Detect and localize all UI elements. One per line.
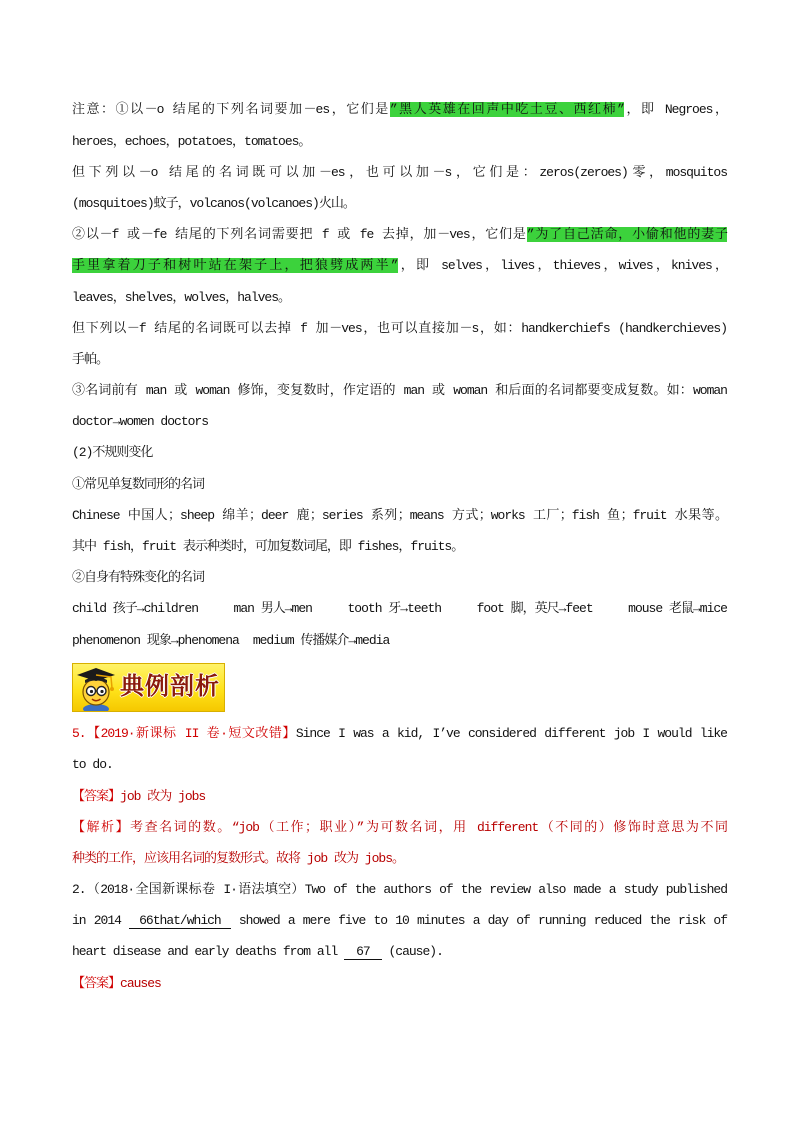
question-text: Two of the authors of the review also made a study published [304,882,728,898]
banner-title: 典例剖析 [120,673,220,700]
example-2-answer [72,968,727,999]
example-2-question-line-3 [72,936,727,967]
example-5-question-line-1 [72,718,727,749]
example-5-question-line-2: to do. [72,757,113,773]
graduate-mascot-icon [74,664,118,711]
irregular-pair: medium 传播媒介→media [252,632,390,648]
note-text: ②以－f 或－fe 结尾的下列名词需要把 f 或 fe 去掉，加－ves，它们是 [72,227,527,243]
irregular-pairs-line-1 [72,593,727,624]
example-source: 5.【2019·新课标 II 卷·短文改错】 [72,726,296,742]
irregular-pair: tooth 牙→teeth [347,601,442,617]
subheading-special-change: ②自身有特殊变化的名词 [72,570,205,586]
subheading-same-form: ①常见单复数同形的名词 [72,476,205,492]
examples-banner [72,663,225,712]
irregular-pair: mouse 老鼠→mice [628,601,727,617]
analysis-label: 【解析】 [72,819,131,835]
note-line-6 [72,250,727,281]
note-line-2: heroes，echoes，potatoes，tomatoes。 [72,133,311,149]
example-5-analysis-line-1 [72,812,727,843]
note-line-8: 但下列以－f 结尾的名词既可以去掉 f 加－ves，也可以直接加－s，如：handkerchiefs (handkerchieves) [72,320,727,336]
question-text: showed a mere five to 10 minutes a day of running reduced the risk of [230,913,727,929]
examples-section [72,718,727,999]
note-line-14: Chinese 中国人；sheep 绵羊；deer 鹿；series 系列；means 方式；works 工厂；fish 鱼；fruit 水果等。 [72,507,727,523]
note-line-11: doctor→women doctors [72,414,209,430]
question-text: in 2014 [72,913,130,929]
note-line-1 [72,94,727,125]
mascot-eye-right [100,690,103,693]
mascot-mortarboard [77,668,115,681]
mnemonic-highlight: ”为了自己活命，小偷和他的妻子 [526,227,727,243]
note-line-5 [72,219,727,250]
note-line-4: (mosquitoes)蚊子，volcanos(volcanoes)火山。 [72,195,355,211]
example-source: 2.（2018·全国新课标卷 I·语法填空） [72,882,305,898]
document-page [72,94,727,998]
blank-67: 67 [344,944,382,960]
irregular-pairs-line-2 [72,625,727,656]
mascot-eye-left [90,690,93,693]
answer-label: 【答案】 [72,788,121,804]
note-text: ，即 selves，lives，thieves，wives，knives， [397,258,727,274]
note-line-10: ③名词前有 man 或 woman 修饰，变复数时，作定语的 man 或 woman 和后面的名词都要变成复数。如：woman [72,383,727,399]
answer-label: 【答案】 [72,975,121,991]
irregular-pair: phenomenon 现象→phenomena [72,632,239,648]
subheading-irregular: (2)不规则变化 [72,445,153,461]
note-line-9: 手帕。 [72,351,109,367]
note-text: ，即 Negroes， [623,102,727,118]
blank-66: 66that/which [129,913,231,929]
example-5-analysis-line-2: 种类的工作，应该用名词的复数形式。故将 job 改为 jobs。 [72,850,405,866]
irregular-pair: child 孩子→children [72,601,199,617]
mnemonic-highlight: ”黑人英雄在回声中吃土豆、西红柿” [389,102,624,118]
note-text: 注意：①以－o 结尾的下列名词要加－es，它们是 [72,102,390,118]
irregular-pair: man 男人→men [233,601,312,617]
note-line-7: leaves，shelves，wolves，halves。 [72,289,291,305]
analysis-text: 考查名词的数。“job（工作；职业）”为可数名词，用 different（不同的）修饰时意思为不同 [130,819,727,835]
irregular-pair: foot 脚，英尺→feet [476,601,593,617]
example-5-answer [72,781,727,812]
answer-text: job 改为 jobs [120,788,206,804]
note-line-3: 但下列以－o 结尾的名词既可以加－es，也可以加－s，它们是：zeros(zeroes)零，mosquitos [72,164,727,180]
example-2-question-line-2 [72,905,727,936]
question-text: heart disease and early deaths from all [72,944,345,960]
answer-text: causes [120,975,161,991]
question-text: Since I was a kid, I’ve considered different job I would like [295,726,727,742]
question-text: (cause). [381,944,443,960]
mnemonic-highlight: 手里拿着刀子和树叶站在架子上，把狼劈成两半” [72,258,398,274]
mascot-tassel-end [110,687,114,691]
plural-rules-section [72,94,727,655]
example-2-question-line-1 [72,874,727,905]
note-line-15: 其中 fish，fruit 表示种类时，可加复数词尾，即 fishes，fruits。 [72,539,464,555]
